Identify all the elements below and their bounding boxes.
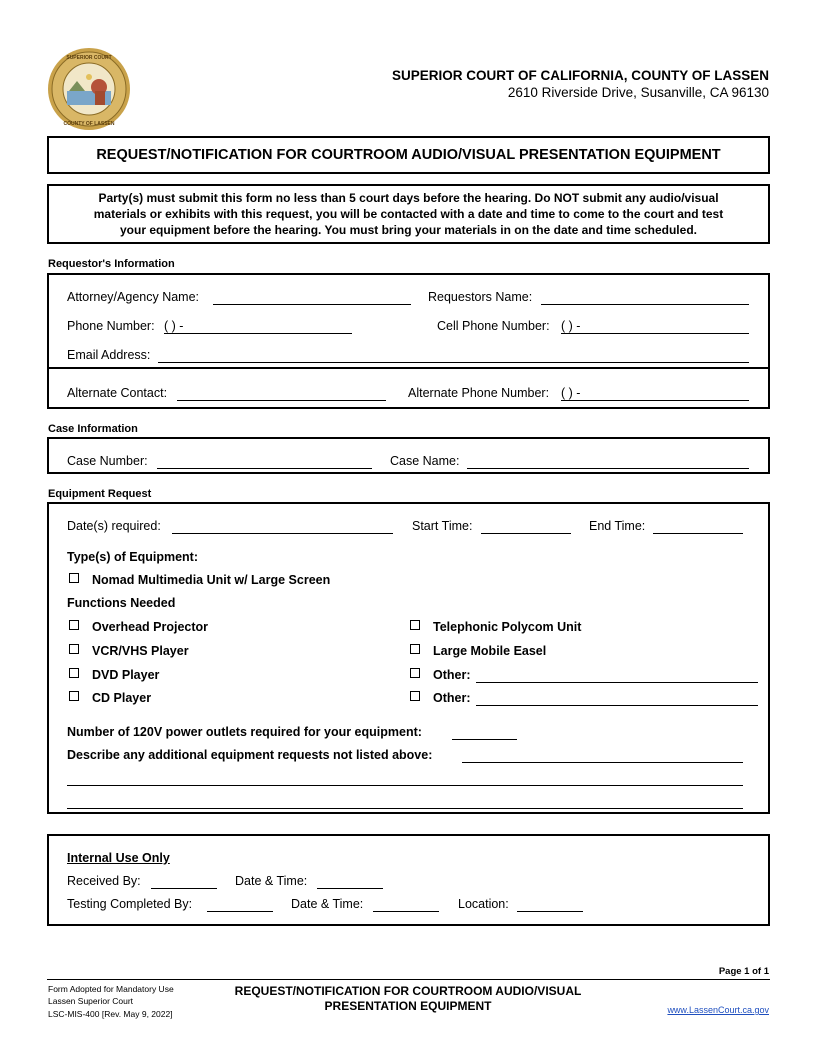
notice-line-2: materials or exhibits with this request, you will be contacted with a date and time to come to the court and test [93, 207, 724, 221]
easel-label: Large Mobile Easel [433, 644, 547, 658]
notice-line-3: your equipment before the hearing. You must bring your materials in on the date and time scheduled. [120, 223, 697, 237]
notice-line-1: Party(s) must submit this form no less than 5 court days before the hearing. Do NOT submit any audio/visual [98, 191, 719, 205]
internal-use-box [47, 834, 770, 926]
date-time-label-2: Date & Time: [291, 897, 364, 911]
equipment-section-label: Equipment Request [48, 488, 152, 500]
dvd-player-label: DVD Player [92, 668, 160, 682]
cd-player-checkbox[interactable] [69, 691, 79, 701]
svg-text:COUNTY OF LASSEN: COUNTY OF LASSEN [63, 121, 115, 127]
date-time-field-2[interactable] [373, 911, 439, 912]
polycom-checkbox[interactable] [410, 620, 420, 630]
case-section-label: Case Information [48, 423, 138, 435]
website-link[interactable]: www.LassenCourt.ca.gov [667, 1005, 769, 1015]
court-seal-logo [47, 47, 131, 131]
phone-mask: ( ) - [164, 319, 184, 333]
received-by-label: Received By: [67, 874, 141, 888]
footer-rule [47, 979, 770, 980]
vcr-player-checkbox[interactable] [69, 644, 79, 654]
polycom-label: Telephonic Polycom Unit [433, 620, 582, 634]
other-1-label: Other: [433, 668, 471, 682]
easel-checkbox[interactable] [410, 644, 420, 654]
email-label: Email Address: [67, 348, 151, 362]
received-by-field[interactable] [151, 888, 217, 889]
email-field[interactable] [158, 362, 749, 363]
cd-player-label: CD Player [92, 691, 152, 705]
footer-form-id: LSC-MIS-400 [Rev. May 9, 2022] [48, 1009, 173, 1019]
court-name: SUPERIOR COURT OF CALIFORNIA, COUNTY OF LASSEN [391, 68, 769, 83]
additional-requests-field-1[interactable] [462, 762, 743, 763]
power-outlets-field[interactable] [452, 739, 517, 740]
location-label: Location: [458, 897, 509, 911]
additional-requests-label: Describe any additional equipment requests not listed above: [67, 748, 433, 762]
end-time-field[interactable] [653, 533, 743, 534]
footer-court: Lassen Superior Court [48, 996, 134, 1006]
footer-title-line-1: REQUEST/NOTIFICATION FOR COURTROOM AUDIO/VISUAL [234, 984, 582, 998]
alternate-phone-label: Alternate Phone Number: [408, 386, 550, 400]
case-number-field[interactable] [157, 468, 372, 469]
alternate-phone-mask: ( ) - [561, 386, 581, 400]
cell-phone-field[interactable] [561, 333, 749, 334]
requestors-name-label: Requestors Name: [428, 290, 533, 304]
end-time-label: End Time: [589, 519, 646, 533]
case-name-label: Case Name: [390, 454, 460, 468]
requestor-section-label: Requestor's Information [48, 258, 175, 270]
equipment-box [47, 502, 770, 814]
svg-text:SUPERIOR COURT: SUPERIOR COURT [66, 55, 112, 61]
case-number-label: Case Number: [67, 454, 148, 468]
equipment-types-heading: Type(s) of Equipment: [67, 550, 199, 564]
other-2-checkbox[interactable] [410, 691, 420, 701]
title-box [47, 136, 770, 174]
footer-title-line-2: PRESENTATION EQUIPMENT [324, 999, 492, 1013]
phone-field[interactable] [164, 333, 352, 334]
attorney-label: Attorney/Agency Name: [67, 290, 200, 304]
dates-required-field[interactable] [172, 533, 393, 534]
other-1-checkbox[interactable] [410, 668, 420, 678]
overhead-projector-label: Overhead Projector [92, 620, 209, 634]
location-field[interactable] [517, 911, 583, 912]
testing-completed-field[interactable] [207, 911, 273, 912]
date-time-label-1: Date & Time: [235, 874, 308, 888]
nomad-checkbox[interactable] [69, 573, 79, 583]
alternate-phone-field[interactable] [561, 400, 749, 401]
attorney-field[interactable] [213, 304, 411, 305]
alternate-contact-field[interactable] [177, 400, 386, 401]
overhead-projector-checkbox[interactable] [69, 620, 79, 630]
start-time-field[interactable] [481, 533, 571, 534]
vcr-player-label: VCR/VHS Player [92, 644, 189, 658]
internal-use-heading: Internal Use Only [67, 851, 170, 865]
cell-phone-mask: ( ) - [561, 319, 581, 333]
additional-requests-field-2[interactable] [67, 785, 743, 786]
dvd-player-checkbox[interactable] [69, 668, 79, 678]
additional-requests-field-3[interactable] [67, 808, 743, 809]
alternate-contact-label: Alternate Contact: [67, 386, 168, 400]
footer-adopted: Form Adopted for Mandatory Use [48, 984, 174, 994]
nomad-label: Nomad Multimedia Unit w/ Large Screen [92, 573, 331, 587]
requestors-name-field[interactable] [541, 304, 749, 305]
notice-box [47, 184, 770, 244]
other-2-field[interactable] [476, 705, 758, 706]
dates-required-label: Date(s) required: [67, 519, 161, 533]
start-time-label: Start Time: [412, 519, 473, 533]
date-time-field-1[interactable] [317, 888, 383, 889]
court-address: 2610 Riverside Drive, Susanville, CA 96130 [507, 85, 769, 100]
functions-heading: Functions Needed [67, 596, 176, 610]
requestor-box [47, 273, 770, 369]
cell-phone-label: Cell Phone Number: [437, 319, 550, 333]
case-name-field[interactable] [467, 468, 749, 469]
power-outlets-label: Number of 120V power outlets required for your equipment: [67, 725, 422, 739]
form-title: REQUEST/NOTIFICATION FOR COURTROOM AUDIO/VISUAL PRESENTATION EQUIPMENT [96, 147, 721, 163]
phone-label: Phone Number: [67, 319, 155, 333]
other-2-label: Other: [433, 691, 471, 705]
other-1-field[interactable] [476, 682, 758, 683]
page-number: Page 1 of 1 [718, 966, 769, 977]
testing-completed-label: Testing Completed By: [67, 897, 193, 911]
